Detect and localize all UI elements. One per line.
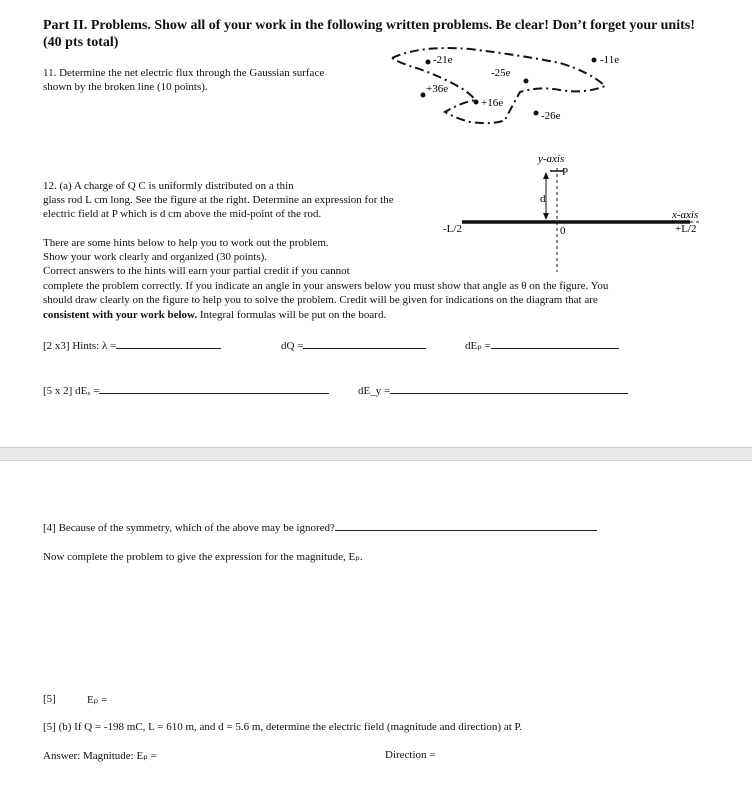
hint-line6-rest: Integral formulas will be put on the board. [197,309,387,321]
section5-label: [5] [43,693,56,705]
symmetry-answer-blank[interactable] [335,521,597,531]
problem-12-line3: electric field at P which is d cm above the mid-point of the rod. [43,208,322,220]
left-end-label: -L/2 [443,223,462,235]
charge-label-q1: -21e [433,54,453,66]
charge-dot-q4 [421,93,426,98]
hint-line6-bold: consistent with your work below. [43,309,198,321]
page-separator [0,447,752,461]
x-axis-label: x-axis [672,209,699,221]
charge-dot-q1 [426,60,431,65]
symmetry-question-label: [4] Because of the symmetry, which of the above may be ignored? [43,522,335,534]
dq-blank[interactable] [303,339,426,349]
distance-label: d [540,193,546,205]
charge-label-q6: -26e [541,110,561,122]
hint-line6 [43,309,386,321]
problem-12-line1: 12. (a) A charge of Q C is uniformly distributed on a thin [43,180,294,192]
charge-dot-q2 [524,79,529,84]
dex-field[interactable] [43,384,329,397]
dex-blank[interactable] [99,384,329,394]
dep-label: dEₚ = [465,340,491,352]
magnitude-instruction: Now complete the problem to give the expression for the magnitude, Eₚ. [43,551,363,563]
lambda-field[interactable] [43,339,221,352]
lambda-label: [2 x3] Hints: λ = [43,340,117,352]
problem-11-line2: shown by the broken line (10 points). [43,81,208,93]
charge-dot-q3 [592,58,597,63]
gaussian-surface-figure [0,0,752,140]
hint-line3: Correct answers to the hints will earn your partial credit if you cannot [43,265,350,277]
dep-field[interactable] [465,339,619,352]
dq-label: dQ = [281,340,304,352]
charge-label-q3: -11e [600,54,620,66]
charge-label-q5: +16e [481,97,504,109]
charge-dot-q5 [474,100,479,105]
dey-blank[interactable] [390,384,628,394]
dey-field[interactable] [358,384,628,397]
answer-direction-label: Direction = [385,749,436,761]
gaussian-surface-boundary [392,48,605,123]
problem-12-line2: glass rod L cm long. See the figure at the right. Determine an expression for the [43,194,394,206]
dep-blank[interactable] [491,339,619,349]
hint-line1: There are some hints below to help you to work out the problem. [43,237,329,249]
dey-label: dE_y = [358,385,391,397]
point-p-label: P [562,166,569,178]
charge-dot-q6 [534,111,539,116]
part-b-question: [5] (b) If Q = -198 mC, L = 610 m, and d = 5.6 m, determine the electric field (magnitude and direction) at P. [43,721,523,733]
hint-line2: Show your work clearly and organized (30 points). [43,251,268,263]
y-axis-label: y-axis [538,153,565,165]
lambda-blank[interactable] [116,339,221,349]
part-title: Part II. Problems. Show all of your work in the following written problems. Be clear! Don’t forget your units! (40 pts total) [43,18,695,50]
hint-line5: should draw clearly on the figure to help you to solve the problem. Credit will be given for indications on the diagram that are [43,294,598,306]
dq-field[interactable] [281,339,426,352]
right-end-label: +L/2 [675,223,697,235]
charge-label-q4: +36e [426,83,449,95]
charge-label-q2: -25e [491,67,511,79]
answer-magnitude-label: Answer: Magnitude: Eₚ = [43,750,157,762]
origin-label: 0 [560,225,566,237]
hint-line4: complete the problem correctly. If you indicate an angle in your answers below you must show that angle as θ on the figure. You [43,280,609,292]
problem-11-line1: 11. Determine the net electric flux through the Gaussian surface [43,67,325,79]
dex-label: [5 x 2] dEₓ = [43,385,100,397]
ep-label: Eₚ = [87,694,108,706]
symmetry-question[interactable] [43,521,597,534]
